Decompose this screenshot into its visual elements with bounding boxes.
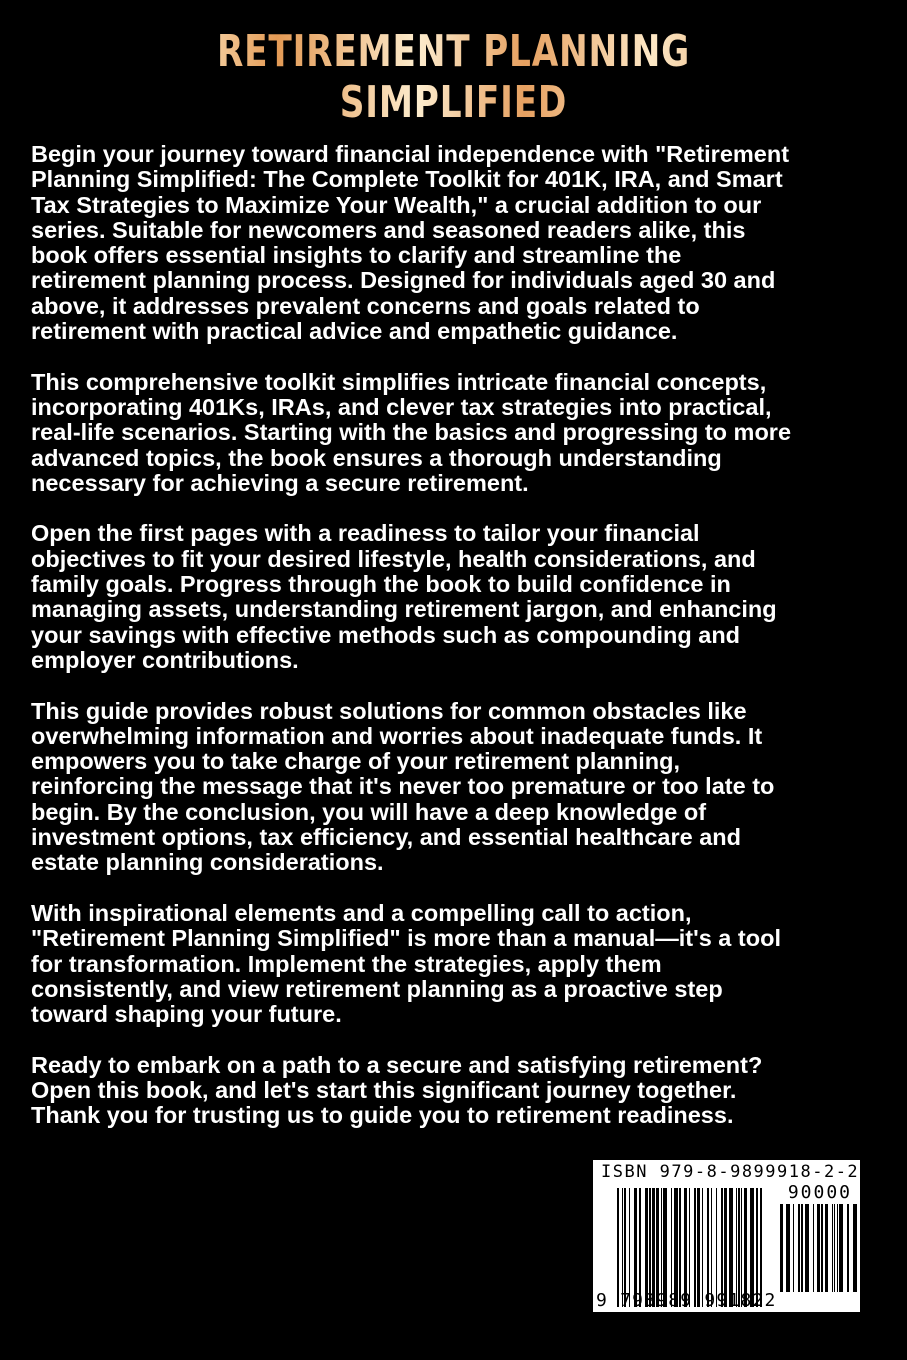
paragraph-line: begin. By the conclusion, you will have a deep knowledge of — [31, 798, 707, 825]
paragraph-line: retirement planning process. Designed for individuals aged 30 and — [31, 267, 776, 294]
paragraph-line: Planning Simplified: The Complete Toolkit for 401K, IRA, and Smart — [31, 166, 783, 193]
paragraph-line: Ready to embark on a path to a secure and satisfying retirement? — [31, 1051, 763, 1078]
ean-digits: 9 798989 991822 — [596, 1290, 777, 1311]
paragraph-line: objectives to fit your desired lifestyle, health considerations, and — [31, 545, 756, 572]
barcode-bar — [798, 1204, 800, 1292]
description-paragraph — [31, 370, 791, 496]
barcode-bar — [821, 1204, 823, 1292]
barcode-bar — [801, 1204, 803, 1292]
paragraph-line: investment options, tax efficiency, and essential healthcare and — [31, 824, 742, 851]
barcode-bar — [780, 1204, 783, 1292]
barcode-bar — [825, 1204, 828, 1292]
barcode-bar — [847, 1204, 849, 1292]
paragraph-line: real-life scenarios. Starting with the basics and progressing to more — [31, 419, 792, 446]
paragraph-line: toward shaping your future. — [31, 1001, 342, 1028]
paragraph-line: Begin your journey toward financial independence with "Retirement — [31, 141, 790, 167]
paragraph-line: your savings with effective methods such as compounding and — [31, 621, 741, 648]
paragraph-line: book offers essential insights to clarify and streamline the — [31, 242, 682, 269]
barcode-bar — [834, 1204, 835, 1292]
paragraph-line: With inspirational elements and a compelling call to action, — [31, 899, 692, 926]
paragraph-line: above, it addresses prevalent concerns and goals related to — [31, 292, 700, 319]
paragraph-line: Open this book, and let's start this significant journey together. — [31, 1076, 737, 1103]
description-paragraph — [31, 901, 791, 1027]
paragraph-line: advanced topics, the book ensures a thorough understanding — [31, 444, 722, 471]
paragraph-line: managing assets, understanding retirement jargon, and enhancing — [31, 596, 777, 623]
paragraph-line: retirement with practical advice and empathetic guidance. — [31, 318, 678, 345]
paragraph-line: incorporating 401Ks, IRAs, and clever tax strategies into practical, — [31, 393, 772, 420]
barcode-bar — [839, 1204, 843, 1292]
barcode-bar — [805, 1204, 809, 1292]
paragraph-line: Open the first pages with a readiness to tailor your financial — [31, 520, 700, 547]
isbn-number: ISBN 979-8-9899918-2-2 — [601, 1162, 860, 1182]
paragraph-line: This comprehensive toolkit simplifies intricate financial concepts, — [31, 368, 767, 395]
barcode-bar — [793, 1204, 794, 1292]
paragraph-line: overwhelming information and worries about inadequate funds. It — [31, 722, 763, 749]
back-cover-description — [31, 142, 791, 1154]
paragraph-line: estate planning considerations. — [31, 849, 384, 876]
paragraph-line: Tax Strategies to Maximize Your Wealth," a crucial addition to our — [31, 191, 762, 218]
paragraph-line: for transformation. Implement the strategies, apply them — [31, 950, 662, 977]
barcode-bar — [813, 1204, 814, 1292]
description-paragraph — [31, 142, 791, 344]
isbn-barcode — [593, 1160, 860, 1312]
paragraph-line: family goals. Progress through the book to build confidence in — [31, 571, 731, 598]
barcode-bar — [832, 1204, 833, 1292]
price-code: 90000 — [787, 1182, 852, 1203]
book-title: RETIREMENT PLANNING SIMPLIFIED — [100, 26, 807, 128]
paragraph-line: This guide provides robust solutions for common obstacles like — [31, 697, 747, 724]
paragraph-line: series. Suitable for newcomers and seasoned readers alike, this — [31, 216, 746, 243]
description-paragraph — [31, 699, 791, 876]
barcode-bar — [786, 1204, 790, 1292]
paragraph-line: reinforcing the message that it's never too premature or too late to — [31, 773, 775, 800]
paragraph-line: "Retirement Planning Simplified" is more than a manual—it's a tool — [31, 925, 781, 952]
description-paragraph — [31, 521, 791, 673]
description-paragraph — [31, 1053, 791, 1129]
paragraph-line: empowers you to take charge of your retirement planning, — [31, 748, 680, 775]
barcode-bar — [817, 1204, 820, 1292]
paragraph-line: consistently, and view retirement planning as a proactive step — [31, 975, 723, 1002]
paragraph-line: employer contributions. — [31, 646, 299, 673]
barcode-bar — [837, 1204, 838, 1292]
barcode-bar — [853, 1204, 857, 1292]
paragraph-line: necessary for achieving a secure retirement. — [31, 469, 529, 496]
paragraph-line: Thank you for trusting us to guide you to retirement readiness. — [31, 1102, 734, 1129]
